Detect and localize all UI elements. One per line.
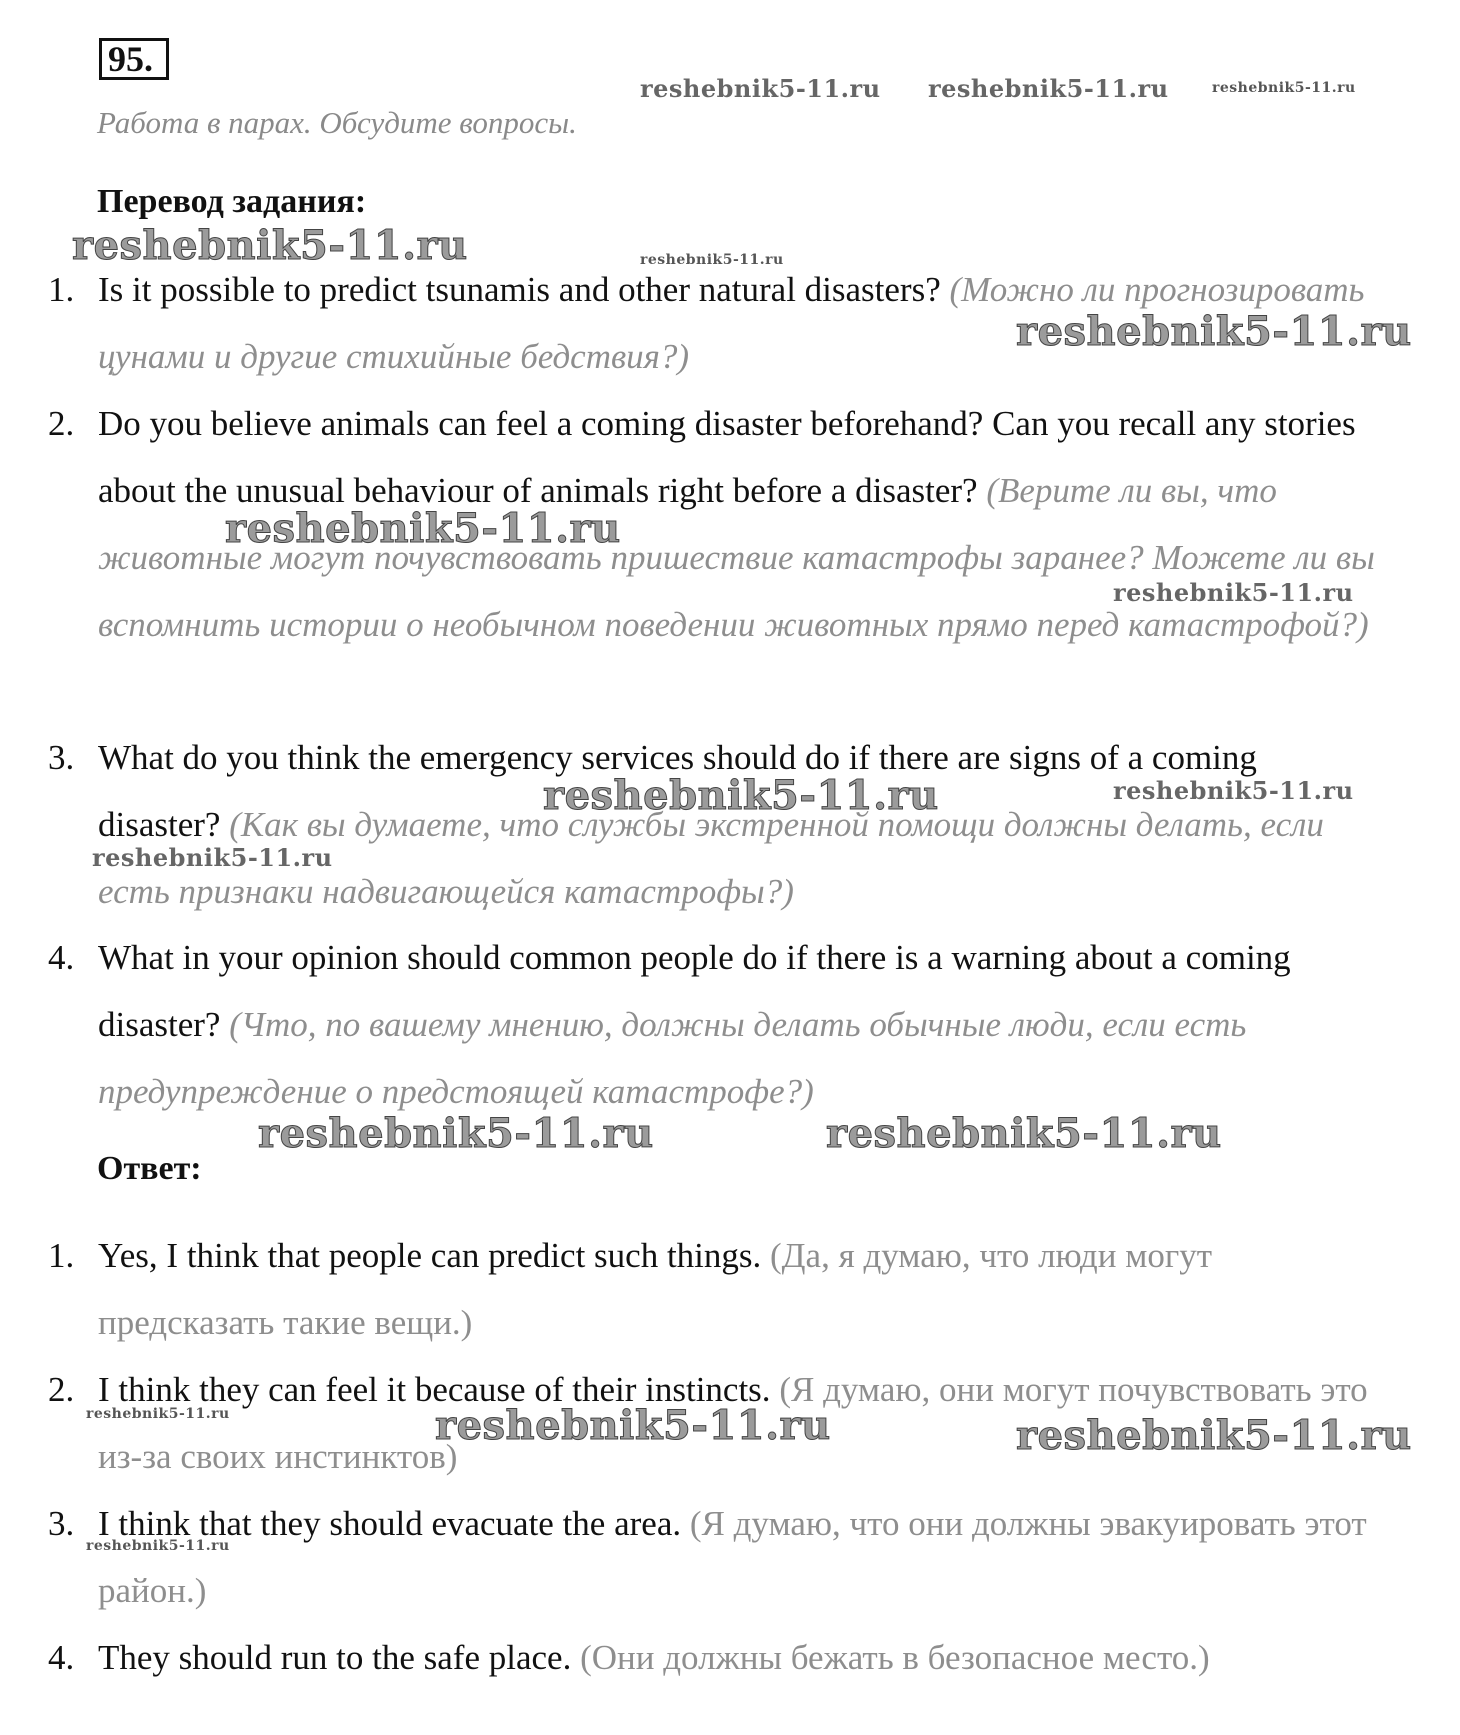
question-text-en: Is it possible to predict tsunamis and other natural disasters?: [98, 270, 941, 309]
watermark: reshebnik5-11.ru: [1113, 578, 1354, 607]
watermark: reshebnik5-11.ru: [258, 1110, 654, 1157]
answer-text-en: They should run to the safe place.: [98, 1638, 572, 1677]
watermark: reshebnik5-11.ru: [640, 252, 784, 268]
answer-item-3: [48, 1490, 1388, 1624]
watermark: reshebnik5-11.ru: [826, 1110, 1222, 1157]
watermark: reshebnik5-11.ru: [1016, 308, 1412, 355]
question-number: 1.: [48, 270, 75, 309]
watermark: reshebnik5-11.ru: [928, 74, 1169, 103]
question-text-en: What in your opinion should common people do if there is a warning about a coming disaster?: [98, 938, 1291, 1044]
question-item-3: [48, 724, 1388, 925]
watermark: reshebnik5-11.ru: [225, 505, 621, 552]
answer-text-en: I think that they should evacuate the area.: [98, 1504, 682, 1543]
exercise-number: 95.: [99, 38, 169, 80]
question-item-4: [48, 924, 1388, 1125]
watermark: reshebnik5-11.ru: [72, 222, 468, 269]
answer-number: 1.: [48, 1236, 75, 1275]
answer-item-4: [48, 1624, 1388, 1691]
answer-heading: Ответ:: [97, 1150, 202, 1187]
question-number: 4.: [48, 938, 75, 977]
question-text-ru: (Как вы думаете, что службы экстренной помощи должны делать, если есть признаки надвигающейся катастрофы?): [98, 805, 1324, 911]
answer-text-ru: (Я думаю, они могут почувствовать это из-за своих инстинктов): [98, 1370, 1368, 1476]
watermark: reshebnik5-11.ru: [1113, 776, 1354, 805]
question-text-en: Do you believe animals can feel a coming disaster beforehand? Can you recall any stories about the unusual behaviour of animals right before a disaster?: [98, 404, 1356, 510]
task-heading: Перевод задания:: [97, 183, 367, 220]
watermark: reshebnik5-11.ru: [1016, 1412, 1412, 1459]
watermark: reshebnik5-11.ru: [1212, 80, 1356, 96]
question-text-ru: (Верите ли вы, что животные могут почувствовать пришествие катастрофы заранее? Можете ли вы вспомнить истории о необычном поведении животных прямо перед катастрофой?): [98, 471, 1375, 644]
answer-text-ru: (Я думаю, что они должны эвакуировать этот район.): [98, 1504, 1367, 1610]
watermark: reshebnik5-11.ru: [435, 1402, 831, 1449]
question-text-ru: (Можно ли прогнозировать цунами и другие стихийные бедствия?): [98, 270, 1365, 376]
answer-number: 3.: [48, 1504, 75, 1543]
watermark: reshebnik5-11.ru: [86, 1538, 230, 1554]
watermark: reshebnik5-11.ru: [86, 1406, 230, 1422]
answer-text-en: Yes, I think that people can predict such things.: [98, 1236, 762, 1275]
answer-text-ru: (Они должны бежать в безопасное место.): [580, 1638, 1210, 1677]
question-text-en: What do you think the emergency services should do if there are signs of a coming disaster?: [98, 738, 1257, 844]
question-number: 2.: [48, 404, 75, 443]
answer-number: 4.: [48, 1638, 75, 1677]
watermark: reshebnik5-11.ru: [92, 843, 333, 872]
answer-item-1: [48, 1222, 1388, 1356]
answer-text-en: I think they can feel it because of their instincts.: [98, 1370, 771, 1409]
answer-number: 2.: [48, 1370, 75, 1409]
question-number: 3.: [48, 738, 75, 777]
watermark: reshebnik5-11.ru: [543, 772, 939, 819]
instruction: Работа в парах. Обсудите вопросы.: [97, 105, 577, 140]
answer-text-ru: (Да, я думаю, что люди могут предсказать такие вещи.): [98, 1236, 1212, 1342]
question-text-ru: (Что, по вашему мнению, должны делать обычные люди, если есть предупреждение о предстоящей катастрофе?): [98, 1005, 1247, 1111]
watermark: reshebnik5-11.ru: [640, 74, 881, 103]
